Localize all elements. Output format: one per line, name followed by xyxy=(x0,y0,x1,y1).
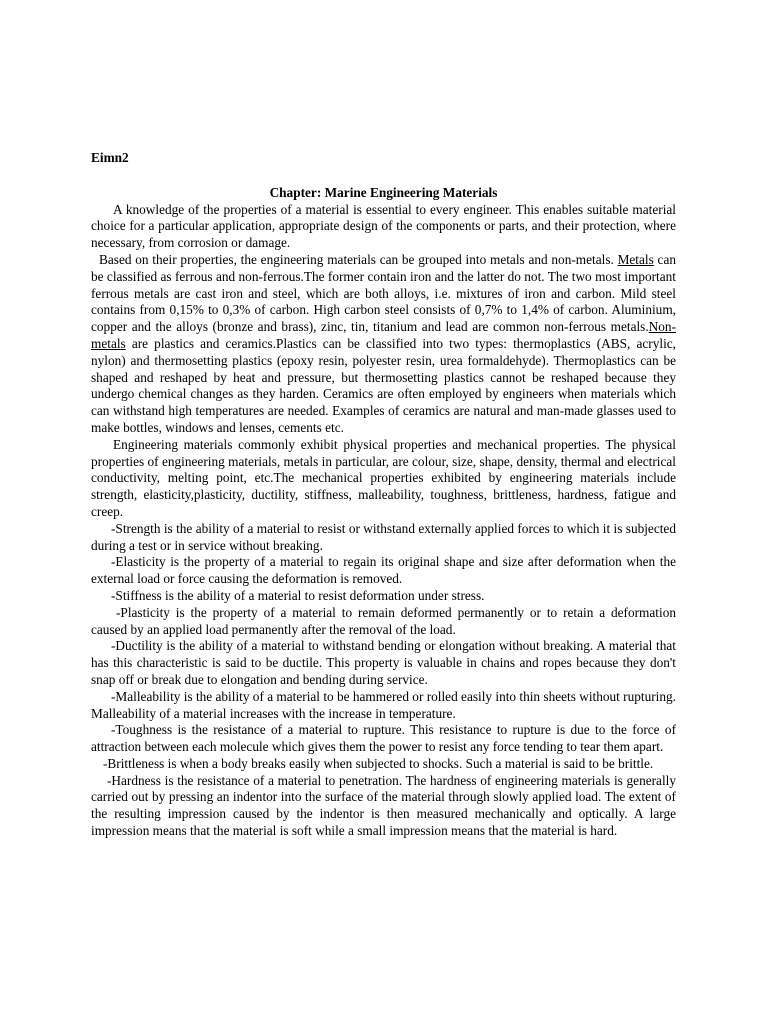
definition-brittleness: -Brittleness is when a body breaks easily when subjected to shocks. Such a material is said to be brittle. xyxy=(103,755,654,771)
definition-ductility: -Ductility is the ability of a material to withstand bending or elongation without breaking. A material that has this characteristic is said to be ductile. This property is valuable in chains and ropes because they don't snap off or break due to elongation and bending during service. xyxy=(91,638,676,687)
groups-text-c: are plastics and ceramics.Plastics can be classified into two types: thermoplastics (ABS, acrylic, nylon) and thermosetting plastics (epoxy resin, polyester resin, urea formaldehyde). Thermoplastics can be shaped and reshaped by heat and pressure, but thermosetting plastics cannot be reshaped because they undergo chemical changes as they harden. Ceramics are often employed by engineers when materials which can withstand high temperatures are needed. Examples of ceramics are natural and man-made glasses used to make bottles, windows and lenses, cements etc. xyxy=(91,335,676,435)
nonmetals-term: Non-metals xyxy=(91,319,676,351)
definition-malleability: -Malleability is the ability of a material to be hammered or rolled easily into thin sheets without rupturing. Malleability of a material increases with the increase in temperature. xyxy=(91,688,676,721)
paragraph-intro: A knowledge of the properties of a material is essential to every engineer. This enables suitable material choice for a particular application, appropriate design of the components or parts, and their protection, where necessary, from corrosion or damage. xyxy=(91,201,676,251)
chapter-title: Chapter: Marine Engineering Materials xyxy=(269,184,498,200)
paragraph-properties: Engineering materials commonly exhibit physical properties and mechanical properties. The physical properties of engineering materials, metals in particular, are colour, size, shape, density, thermal and electrical conductivity, melting point, etc.The mechanical properties exhibited by engineering materials include strength, elasticity,plasticity, ductility, stiffness, malleability, toughness, brittleness, hardness, fatigue and creep. xyxy=(91,436,676,519)
groups-text-a: Based on their properties, the engineering materials can be grouped into metals and non-metals. xyxy=(99,251,618,267)
definition-strength: -Strength is the ability of a material to resist or withstand externally applied forces to which it is subjected during a test or in service without breaking. xyxy=(91,520,676,553)
document-body xyxy=(91,150,676,840)
definition-elasticity: -Elasticity is the property of a material to regain its original shape and size after deformation when the external load or force causing the deformation is removed. xyxy=(91,554,676,587)
groups-text-b: can be classified as ferrous and non-ferrous.The former contain iron and the latter do not. The two most important ferrous metals are cast iron and steel, which are both alloys, i.e. mixtures of iron and carbon. Mild steel contains from 0,15% to 0,3% of carbon. High carbon steel consists of 0,7% to 1,4% of carbon. Aluminium, copper and the alloys (bronze and brass), zinc, tin, titanium and lead are common non-ferrous metals. xyxy=(91,251,676,335)
definition-hardness: -Hardness is the resistance of a material to penetration. The hardness of engineering materials is generally carried out by pressing an indentor into the surface of the material through slowly applied load. The extent of the resulting impression caused by the indentor is then measured mechanically and optically. A large impression means that the material is soft while a small impression means that the material is hard. xyxy=(91,772,676,839)
definition-toughness: -Toughness is the resistance of a material to rupture. This resistance to rupture is due to the force of attraction between each molecule which gives them the power to resist any force tending to tear them apart. xyxy=(91,722,676,755)
document-id: Eimn2 xyxy=(91,150,129,165)
metals-term: Metals xyxy=(617,251,654,267)
definition-stiffness: -Stiffness is the ability of a material to resist deformation under stress. xyxy=(111,587,485,603)
paragraph-material-groups xyxy=(91,252,676,437)
definition-plasticity: -Plasticity is the property of a material to remain deformed permanently or to retain a deformation caused by an applied load permanently after the removal of the load. xyxy=(91,604,676,637)
